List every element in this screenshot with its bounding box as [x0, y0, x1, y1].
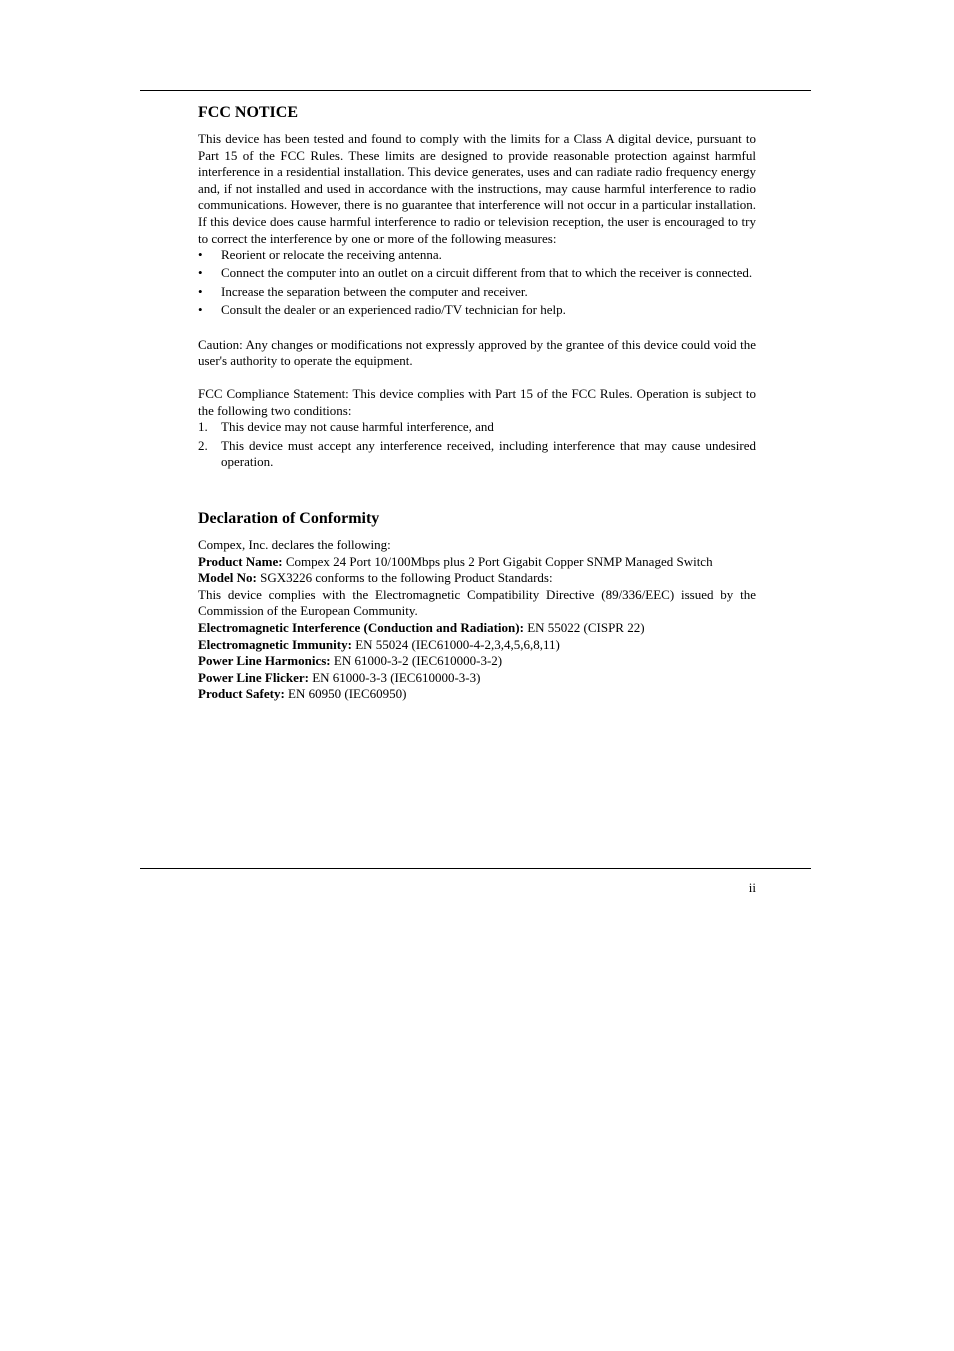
standard-label: Power Line Flicker: [198, 669, 309, 685]
measure-text: Consult the dealer or an experienced radio/TV technician for help. [221, 301, 566, 317]
measure-text: Connect the computer into an outlet on a circuit different from that to which the receiver is connected. [221, 265, 753, 281]
standard-value: EN 55022 (CISPR 22) [527, 620, 645, 635]
declares-line: Compex, Inc. declares the following: [198, 537, 391, 553]
footer-rule [140, 868, 811, 869]
standard-line [198, 637, 756, 654]
measure-text: Reorient or relocate the receiving antenna. [221, 247, 442, 263]
standard-value: EN 61000-3-3 (IEC610000-3-3) [312, 669, 481, 685]
directive-line: This device complies with the Electromagnetic Compatibility Directive (89/336/EEC) issued by the Commission of the European Community. [198, 586, 756, 619]
standard-line [198, 620, 756, 637]
model-value: SGX3226 conforms to the following Product Standards: [260, 570, 553, 586]
header-rule [140, 90, 811, 91]
standard-line [198, 670, 756, 687]
fcc-notice-heading: FCC NOTICE [198, 104, 299, 121]
product-name-value: Compex 24 Port 10/100Mbps plus 2 Port Gigabit Copper SNMP Managed Switch [285, 553, 713, 569]
list-item [198, 438, 756, 471]
product-name-label: Product Name: [198, 553, 283, 569]
condition-number: 1. [198, 419, 208, 435]
bullet-icon: • [198, 265, 203, 281]
list-item [198, 284, 756, 301]
standard-label: Power Line Harmonics: [198, 653, 331, 669]
list-item [198, 247, 756, 264]
fcc-intro-paragraph: This device has been tested and found to comply with the limits for a Class A digital device, pursuant to Part 15 of the FCC Rules. These limits are designed to provide reasonable protection against harmful interference in a residential installation. This device generates, uses and can radiate radio frequency energy and, if not installed and used in accordance with the instructions, may cause harmful interference to radio communications. However, there is no guarantee that interference will not occur in a particular installation. If this device does cause harmful interference to radio or television reception, the user is encouraged to try to correct the interference by one or more of the following measures: [198, 131, 756, 246]
bullet-icon: • [198, 283, 203, 299]
model-label: Model No: [198, 570, 257, 586]
standard-value: EN 55024 (IEC61000-4-2,3,4,5,6,8,11) [355, 636, 560, 652]
list-item [198, 419, 756, 436]
standard-line [198, 686, 756, 703]
standard-label: Product Safety: [198, 686, 285, 702]
standard-label: Electromagnetic Interference (Conduction and Radiation): [198, 620, 524, 635]
standard-label: Electromagnetic Immunity: [198, 636, 352, 652]
measure-text: Increase the separation between the computer and receiver. [221, 283, 528, 299]
standard-line [198, 653, 756, 670]
list-item [198, 302, 756, 319]
conformity-heading: Declaration of Conformity [198, 510, 380, 528]
list-item [198, 265, 756, 282]
caution-paragraph: Caution: Any changes or modifications not expressly approved by the grantee of this device could void the user's authority to operate the equipment. [198, 336, 756, 369]
bullet-icon: • [198, 247, 203, 263]
page-number: ii [748, 880, 756, 895]
condition-number: 2. [198, 437, 208, 453]
standard-value: EN 61000-3-2 (IEC610000-3-2) [333, 653, 503, 669]
bullet-icon: • [198, 301, 203, 317]
standard-value: EN 60950 (IEC60950) [288, 686, 407, 702]
measures-list [198, 247, 756, 318]
model-line [198, 570, 756, 587]
condition-text: This device may not cause harmful interference, and [221, 419, 494, 435]
compliance-statement: FCC Compliance Statement: This device complies with Part 15 of the FCC Rules. Operation is subject to the following two conditions: [198, 386, 756, 418]
page-content [198, 103, 756, 703]
product-name-line [198, 554, 756, 571]
condition-text: This device must accept any interference received, including interference that may cause undesired operation. [221, 437, 756, 470]
conditions-list [198, 419, 756, 470]
